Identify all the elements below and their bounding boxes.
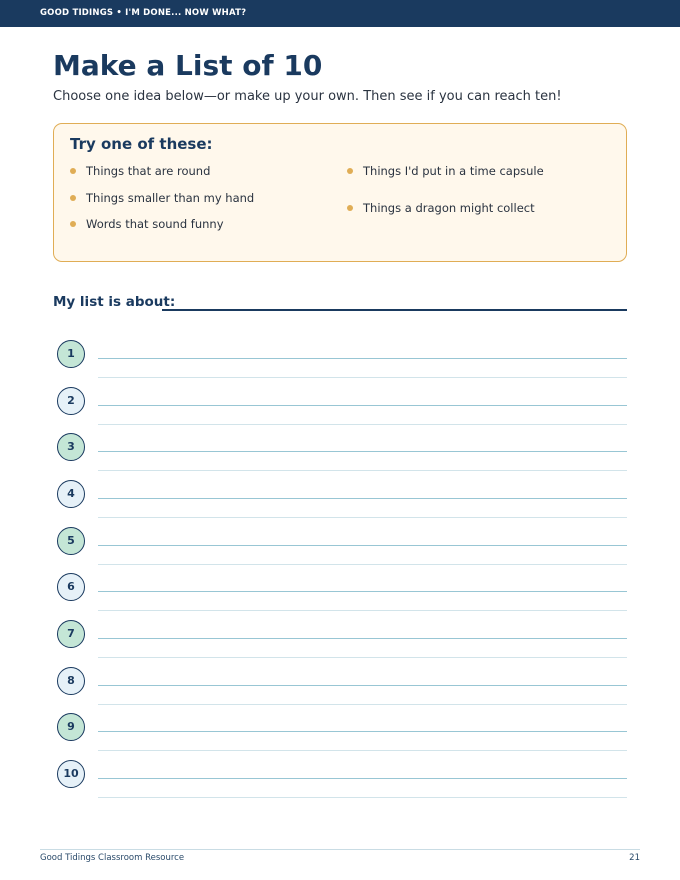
bullet-icon bbox=[70, 221, 76, 227]
writing-line[interactable] bbox=[98, 685, 627, 686]
writing-line[interactable] bbox=[98, 731, 627, 732]
banner-text: GOOD TIDINGS • I'M DONE... NOW WHAT? bbox=[40, 8, 247, 18]
writing-line[interactable] bbox=[98, 405, 627, 406]
writing-line[interactable] bbox=[98, 545, 627, 546]
writing-guide-line bbox=[98, 517, 627, 518]
list-row bbox=[57, 760, 627, 807]
idea-text: Things that are round bbox=[86, 164, 211, 178]
page-title: Make a List of 10 bbox=[53, 49, 323, 82]
list-row bbox=[57, 527, 627, 574]
idea-text: Words that sound funny bbox=[86, 217, 224, 231]
number-badge: 9 bbox=[57, 713, 85, 741]
writing-line[interactable] bbox=[98, 591, 627, 592]
idea-item bbox=[347, 200, 535, 216]
number-badge: 6 bbox=[57, 573, 85, 601]
list-row bbox=[57, 387, 627, 434]
page-number: 21 bbox=[629, 853, 640, 863]
writing-guide-line bbox=[98, 564, 627, 565]
list-row bbox=[57, 667, 627, 714]
writing-line[interactable] bbox=[98, 358, 627, 359]
writing-line[interactable] bbox=[98, 451, 627, 452]
number-badge: 4 bbox=[57, 480, 85, 508]
idea-item bbox=[347, 163, 544, 179]
list-row bbox=[57, 480, 627, 527]
number-badge: 7 bbox=[57, 620, 85, 648]
ideas-box bbox=[53, 123, 627, 262]
writing-line[interactable] bbox=[98, 498, 627, 499]
idea-text: Things a dragon might collect bbox=[363, 201, 535, 215]
ideas-heading: Try one of these: bbox=[70, 135, 213, 153]
list-topic-line[interactable] bbox=[162, 309, 627, 311]
writing-line[interactable] bbox=[98, 778, 627, 779]
footer-divider bbox=[40, 849, 640, 850]
list-topic-label: My list is about: bbox=[53, 294, 176, 310]
number-badge: 3 bbox=[57, 433, 85, 461]
bullet-icon bbox=[70, 168, 76, 174]
list-row bbox=[57, 713, 627, 760]
bullet-icon bbox=[70, 195, 76, 201]
writing-guide-line bbox=[98, 704, 627, 705]
page-subtitle: Choose one idea below—or make up your own. Then see if you can reach ten! bbox=[53, 89, 562, 104]
list-row bbox=[57, 433, 627, 480]
writing-guide-line bbox=[98, 657, 627, 658]
idea-item bbox=[70, 190, 254, 206]
idea-text: Things I'd put in a time capsule bbox=[363, 164, 544, 178]
writing-guide-line bbox=[98, 797, 627, 798]
writing-guide-line bbox=[98, 610, 627, 611]
list-row bbox=[57, 573, 627, 620]
number-badge: 10 bbox=[57, 760, 85, 788]
number-badge: 1 bbox=[57, 340, 85, 368]
writing-line[interactable] bbox=[98, 638, 627, 639]
writing-guide-line bbox=[98, 470, 627, 471]
idea-item bbox=[70, 163, 210, 179]
writing-guide-line bbox=[98, 750, 627, 751]
writing-guide-line bbox=[98, 424, 627, 425]
idea-text: Things smaller than my hand bbox=[86, 191, 255, 205]
number-badge: 2 bbox=[57, 387, 85, 415]
list-row bbox=[57, 340, 627, 387]
idea-item bbox=[70, 216, 224, 232]
list-row bbox=[57, 620, 627, 667]
bullet-icon bbox=[347, 168, 353, 174]
number-badge: 8 bbox=[57, 667, 85, 695]
footer-source: Good Tidings Classroom Resource bbox=[40, 853, 185, 863]
top-banner bbox=[0, 0, 680, 27]
writing-guide-line bbox=[98, 377, 627, 378]
number-badge: 5 bbox=[57, 527, 85, 555]
bullet-icon bbox=[347, 205, 353, 211]
